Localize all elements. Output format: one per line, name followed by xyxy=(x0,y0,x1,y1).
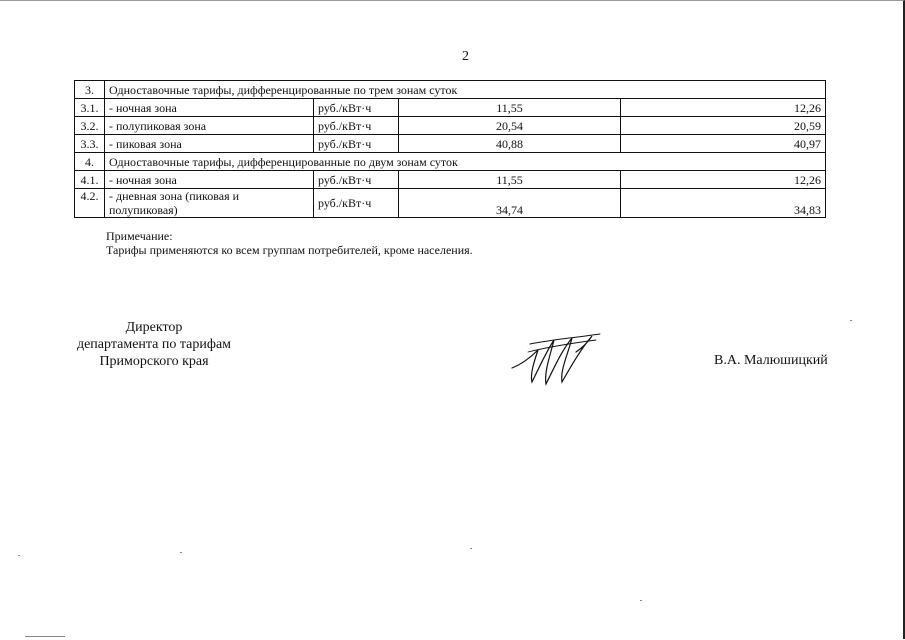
row-number: 4.2. xyxy=(75,189,105,218)
handwritten-signature xyxy=(510,330,605,390)
table-row-section xyxy=(75,81,826,99)
zone-name: - пиковая зона xyxy=(105,135,314,153)
section-title: Одноставочные тарифы, дифференцированные по двум зонам суток xyxy=(105,153,826,171)
unit: руб./кВт·ч xyxy=(314,189,399,218)
signatory-title xyxy=(72,319,236,370)
row-number: 3.3. xyxy=(75,135,105,153)
table-row-section xyxy=(75,153,826,171)
scan-speck xyxy=(850,320,852,321)
table-row xyxy=(75,135,826,153)
signatory-name: В.А. Малюшицкий xyxy=(714,353,828,368)
tariff-value-1: 40,88 xyxy=(399,135,621,153)
zone-name: - ночная зона xyxy=(105,171,314,189)
note-text: Тарифы применяются ко всем группам потребителей, кроме населения. xyxy=(106,243,473,257)
tariff-value-2: 40,97 xyxy=(621,135,826,153)
table-row xyxy=(75,171,826,189)
unit: руб./кВт·ч xyxy=(314,135,399,153)
row-number: 3.2. xyxy=(75,117,105,135)
signatory-title-line: Приморского края xyxy=(99,354,209,369)
table-row xyxy=(75,117,826,135)
row-number: 4.1. xyxy=(75,171,105,189)
tariff-value-1: 20,54 xyxy=(399,117,621,135)
note-title: Примечание: xyxy=(106,229,173,243)
scan-speck xyxy=(18,555,20,556)
unit: руб./кВт·ч xyxy=(314,117,399,135)
scan-speck xyxy=(25,636,65,637)
scan-speck xyxy=(470,548,472,549)
tariff-table xyxy=(74,80,826,218)
tariff-value-2: 20,59 xyxy=(621,117,826,135)
zone-name: - полупиковая зона xyxy=(105,117,314,135)
section-title: Одноставочные тарифы, дифференцированные по трем зонам суток xyxy=(105,81,826,99)
zone-name: - ночная зона xyxy=(105,99,314,117)
scan-speck xyxy=(180,552,182,553)
row-number: 4. xyxy=(75,153,105,171)
table-row xyxy=(75,189,826,218)
table-row xyxy=(75,99,826,117)
tariff-value-1: 34,74 xyxy=(399,189,621,218)
tariff-value-2: 12,26 xyxy=(621,99,826,117)
row-number: 3.1. xyxy=(75,99,105,117)
unit: руб./кВт·ч xyxy=(314,99,399,117)
page-number: 2 xyxy=(462,49,469,64)
row-number: 3. xyxy=(75,81,105,99)
tariff-value-2: 34,83 xyxy=(621,189,826,218)
signatory-title-line: Директор xyxy=(125,320,183,335)
signatory-title-line: департамента по тарифам xyxy=(76,337,232,352)
unit: руб./кВт·ч xyxy=(314,171,399,189)
zone-name: - дневная зона (пиковая и полупиковая) xyxy=(105,189,314,218)
tariff-value-1: 11,55 xyxy=(399,171,621,189)
scan-speck xyxy=(640,600,642,601)
tariff-value-1: 11,55 xyxy=(399,99,621,117)
tariff-value-2: 12,26 xyxy=(621,171,826,189)
